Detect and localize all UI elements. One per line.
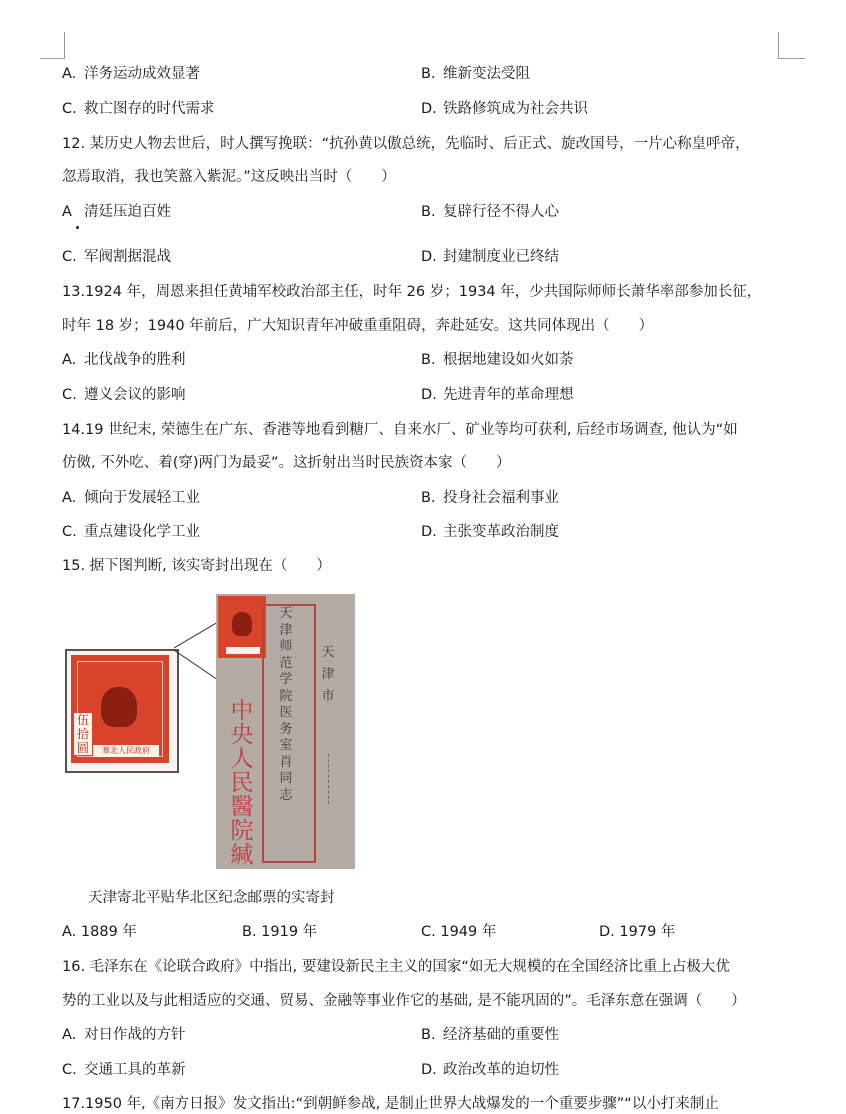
q11-option-a xyxy=(62,64,200,84)
q16-option-c xyxy=(62,1060,186,1080)
option-text: 遵义会议的影响 xyxy=(84,387,186,403)
option-text: 封建制度业已终结 xyxy=(443,249,559,265)
option-text: 交通工具的革新 xyxy=(84,1062,186,1078)
option-text: 根据地建设如火如荼 xyxy=(443,352,574,368)
option-text: 对日作战的方针 xyxy=(84,1027,186,1043)
option-key: C. xyxy=(62,387,77,403)
option-text: 维新变法受阻 xyxy=(443,66,530,82)
q13-option-a xyxy=(62,350,186,370)
option-text: 重点建设化学工业 xyxy=(84,524,200,540)
stamp-issuer-label: 華北人民政府 xyxy=(93,745,159,757)
q15-stem-line1: 15. 据下图判断, 该实寄封出现在（ ） xyxy=(62,558,331,574)
q12-option-b xyxy=(421,202,559,222)
q12-option-c xyxy=(62,247,171,267)
option-text: 1979 年 xyxy=(619,924,676,940)
option-key: A. xyxy=(62,1027,77,1043)
q13-stem-line2: 时年 18 岁；1940 年前后，广大知识青年冲破重重阻碍，奔赴延安。这共同体现出（ ） xyxy=(62,318,654,334)
option-key: C. xyxy=(62,1062,77,1078)
option-text: 政治改革的迫切性 xyxy=(443,1062,559,1078)
option-key: D. xyxy=(421,524,437,540)
stray-dot xyxy=(76,226,79,229)
crop-mark-top-right xyxy=(778,32,805,59)
option-text: 经济基础的重要性 xyxy=(443,1027,559,1043)
postmark xyxy=(328,754,345,804)
q17-stem-line1: 17.1950 年,《南方日报》发文指出:“到朝鲜参战, 是制止世界大战爆发的一个重要步骤”“以小打来制止 xyxy=(62,1096,719,1112)
portrait-silhouette xyxy=(101,687,137,727)
q14-stem-line2: 仿傚, 不外吃、着(穿)两门为最妥”。这折射出当时民族资本家（ ） xyxy=(62,455,511,471)
hospital-chop: 中央人民醫院緘 xyxy=(230,698,254,868)
q14-option-a xyxy=(62,488,200,508)
commemorative-stamp-large xyxy=(71,655,169,763)
option-key: D. xyxy=(421,1062,437,1078)
option-key: D. xyxy=(599,924,615,940)
q13-option-c xyxy=(62,385,186,405)
option-text: 1919 年 xyxy=(261,924,318,940)
q16-stem-line1: 16. 毛泽东在《论联合政府》中指出, 要建设新民主主义的国家“如无大规模的在全国经济比重上占极大优 xyxy=(62,959,730,975)
portrait-silhouette xyxy=(232,612,252,636)
option-text: 倾向于发展轻工业 xyxy=(84,490,200,506)
option-key: A. xyxy=(62,66,77,82)
option-key: C. xyxy=(421,924,436,940)
option-text: 1949 年 xyxy=(440,924,497,940)
option-key: B. xyxy=(242,924,257,940)
option-key: D. xyxy=(421,249,437,265)
option-text: 铁路修筑成为社会共识 xyxy=(443,101,588,117)
option-key: A xyxy=(62,204,72,220)
q12-stem-line2: 忽焉取消，我也笑盩入紫泥。”这反映出当时（ ） xyxy=(62,169,396,185)
option-text: 复辟行径不得人心 xyxy=(443,204,559,220)
option-key: B. xyxy=(421,66,436,82)
option-text: 洋务运动成效显著 xyxy=(84,66,200,82)
option-key: C. xyxy=(62,524,77,540)
option-key: B. xyxy=(421,352,436,368)
recipient-city: 天津市 xyxy=(321,645,335,704)
option-key: A. xyxy=(62,490,77,506)
q14-option-d xyxy=(421,522,559,542)
option-key: D. xyxy=(421,387,437,403)
option-text: 先进青年的革命理想 xyxy=(443,387,574,403)
q15-option-a xyxy=(62,922,137,942)
stamp-closeup-image xyxy=(65,649,179,773)
option-text: 救亡图存的时代需求 xyxy=(84,101,215,117)
option-text: 北伐战争的胜利 xyxy=(84,352,186,368)
stamp-bar xyxy=(226,647,260,654)
q16-stem-line2: 势的工业以及与此相适应的交通、贸易、金融等事业作它的基础, 是不能巩固的”。毛泽东意在强调（ ） xyxy=(62,993,746,1009)
option-text: 1889 年 xyxy=(80,924,137,940)
q12-stem-line1: 12. 某历史人物去世后，时人撰写挽联：“抗孙黄以傲总统，先临时、后正式、旋改国号，一片心称皇呼帝， xyxy=(62,136,750,152)
q15-option-d xyxy=(599,922,675,942)
option-key: B. xyxy=(421,204,436,220)
callout-lines xyxy=(174,620,218,700)
option-text: 投身社会福利事业 xyxy=(443,490,559,506)
q16-option-a xyxy=(62,1025,186,1045)
q12-option-d xyxy=(421,247,559,267)
envelope-photo xyxy=(216,594,355,869)
option-key: A. xyxy=(62,924,77,940)
q15-option-c xyxy=(421,922,496,942)
q11-option-c xyxy=(62,99,215,119)
option-text: 军阀割据混战 xyxy=(84,249,171,265)
q12-option-a xyxy=(62,202,171,222)
q13-option-d xyxy=(421,385,574,405)
option-key: B. xyxy=(421,1027,436,1043)
envelope-stamp xyxy=(218,596,266,658)
q15-option-b xyxy=(242,922,317,942)
q16-option-d xyxy=(421,1060,559,1080)
q13-option-b xyxy=(421,350,574,370)
q13-stem-line1: 13.1924 年，周恩来担任黄埔军校政治部主任，时年 26 岁；1934 年，少共国际师师长萧华率部参加长征， xyxy=(62,284,762,300)
option-key: C. xyxy=(62,249,77,265)
crop-mark-top-left xyxy=(40,32,65,59)
stamp-value-label: 伍拾圆 xyxy=(74,713,92,755)
option-key: A. xyxy=(62,352,77,368)
q14-stem-line1: 14.19 世纪末, 荣德生在广东、香港等地看到糖厂、自来水厂、矿业等均可获利, 后经市场调查, 他认为“如 xyxy=(62,422,738,438)
q11-option-d xyxy=(421,99,588,119)
recipient-address: 天津师范学院医务室肖同志 xyxy=(279,606,293,803)
option-key: D. xyxy=(421,101,437,117)
q14-option-c xyxy=(62,522,200,542)
option-key: C. xyxy=(62,101,77,117)
q16-option-b xyxy=(421,1025,559,1045)
q14-option-b xyxy=(421,488,559,508)
q11-option-b xyxy=(421,64,530,84)
option-text: 清廷压迫百姓 xyxy=(84,204,171,220)
option-text: 主张变革政治制度 xyxy=(443,524,559,540)
figure-caption: 天津寄北平贴华北区纪念邮票的实寄封 xyxy=(88,890,335,906)
option-key: B. xyxy=(421,490,436,506)
